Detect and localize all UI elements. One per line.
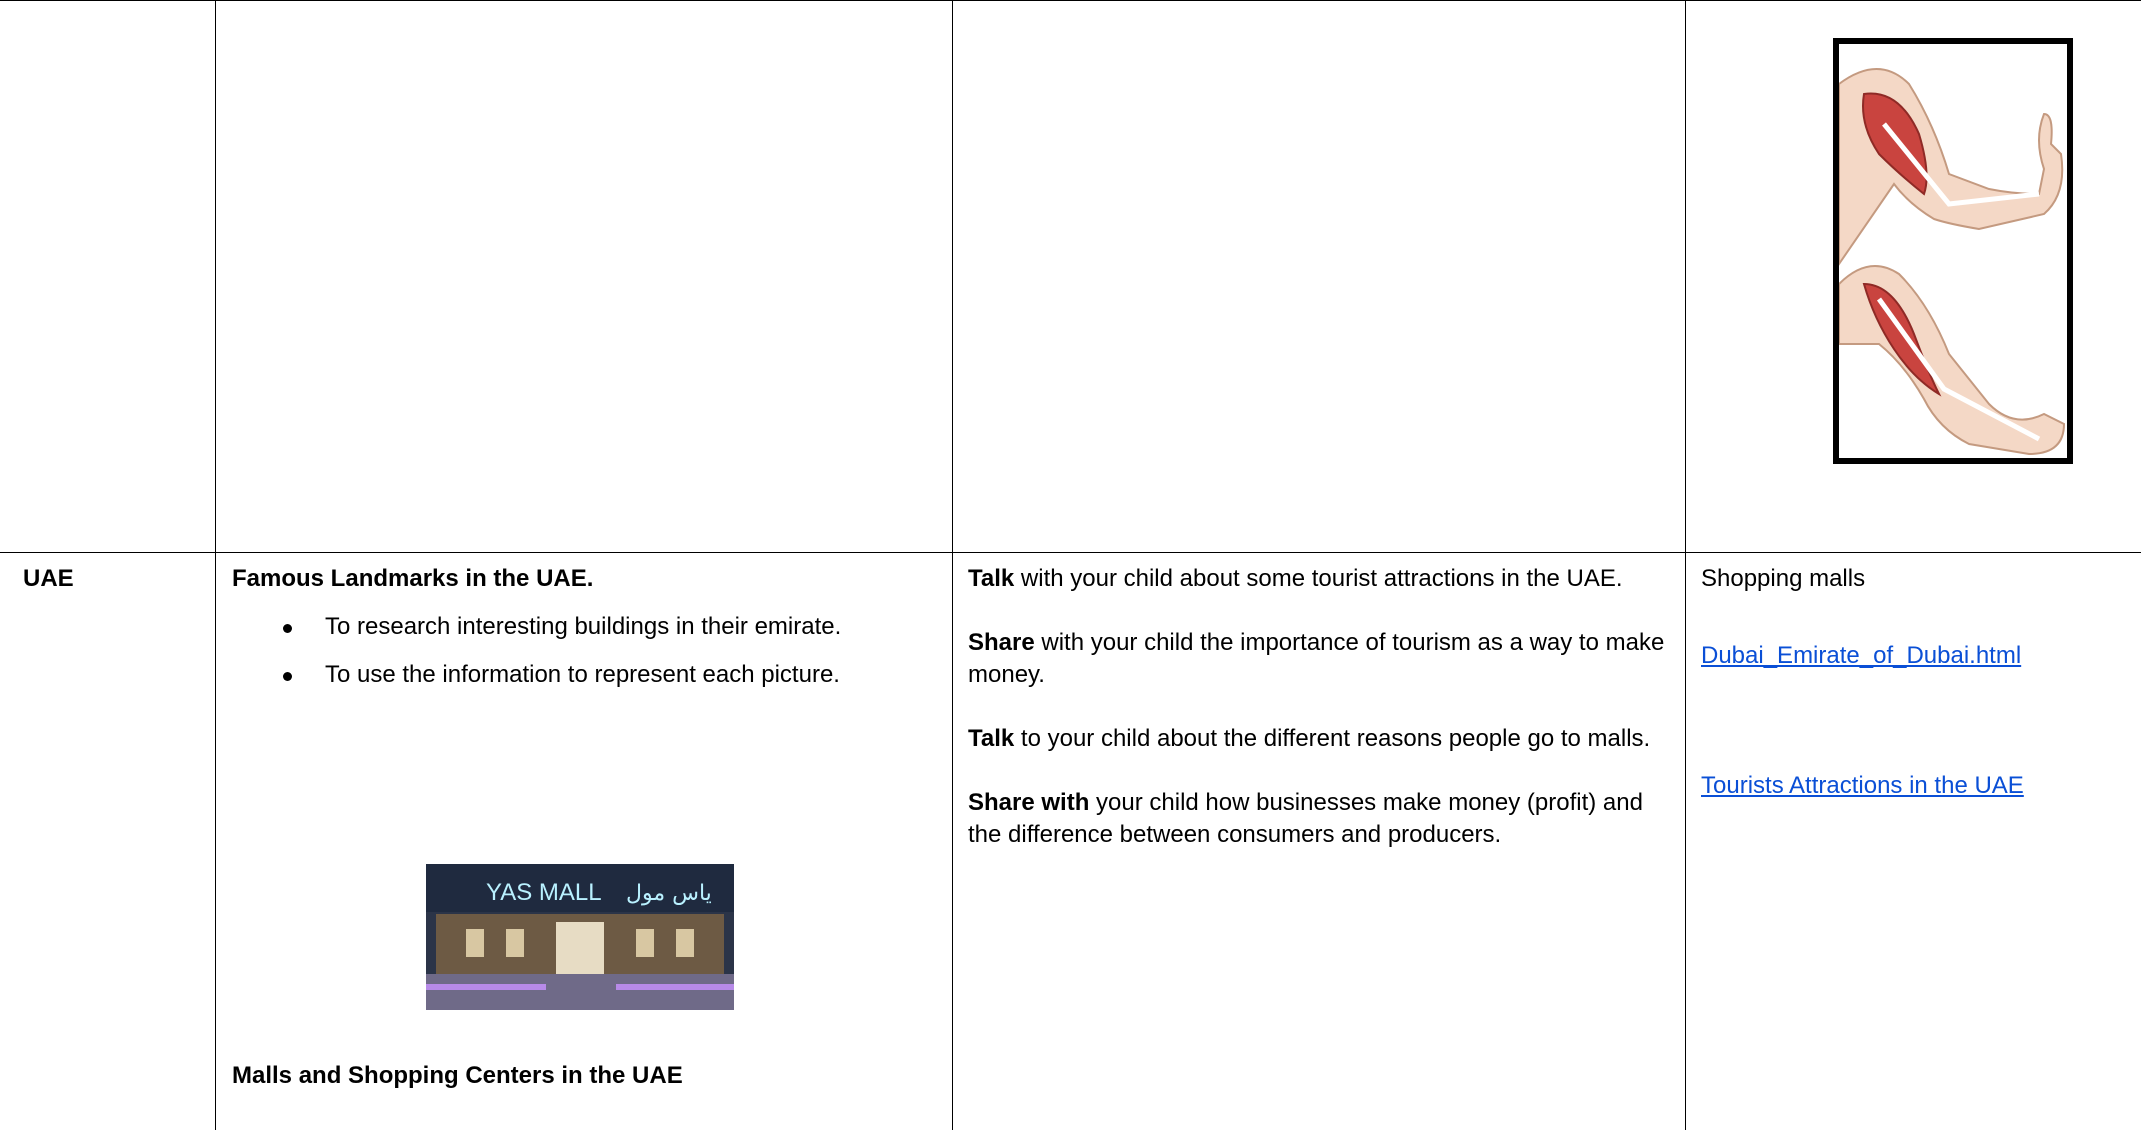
column-divider: [215, 0, 216, 1130]
arm-muscle-icon: [1839, 44, 2067, 458]
arm-muscle-illustration: [1833, 38, 2073, 464]
parent-support-4: Share with your child how businesses make money (profit) and the difference between consumers and producers.: [968, 789, 1643, 848]
resources-label: Shopping malls: [1701, 565, 1866, 592]
yas-mall-sign: YAS MALL: [486, 879, 602, 906]
yas-mall-photo: [426, 864, 734, 1010]
objective-item: To use the information to represent each picture.: [325, 659, 905, 691]
parent-support-2: Share with your child the importance of tourism as a way to make money.: [968, 629, 1665, 688]
yas-mall-sign-arabic: ياس مول: [626, 881, 712, 906]
objective-item: To research interesting buildings in their emirate.: [325, 611, 905, 643]
topic-cell: UAE: [23, 565, 74, 592]
resource-link-tourist-attractions[interactable]: Tourists Attractions in the UAE: [1701, 772, 2024, 799]
column-divider: [1685, 0, 1686, 1130]
row-divider: [0, 0, 2141, 1]
column-divider: [952, 0, 953, 1130]
resource-link-dubai[interactable]: Dubai_Emirate_of_Dubai.html: [1701, 642, 2022, 669]
parent-support-1: Talk with your child about some tourist attractions in the UAE.: [968, 565, 1623, 592]
objectives-list: [325, 611, 905, 691]
row-divider: [0, 552, 2141, 553]
objectives-subheading: Malls and Shopping Centers in the UAE: [232, 1062, 683, 1089]
objectives-heading: Famous Landmarks in the UAE.: [232, 565, 594, 592]
parent-support-3: Talk to your child about the different reasons people go to malls.: [968, 725, 1651, 752]
